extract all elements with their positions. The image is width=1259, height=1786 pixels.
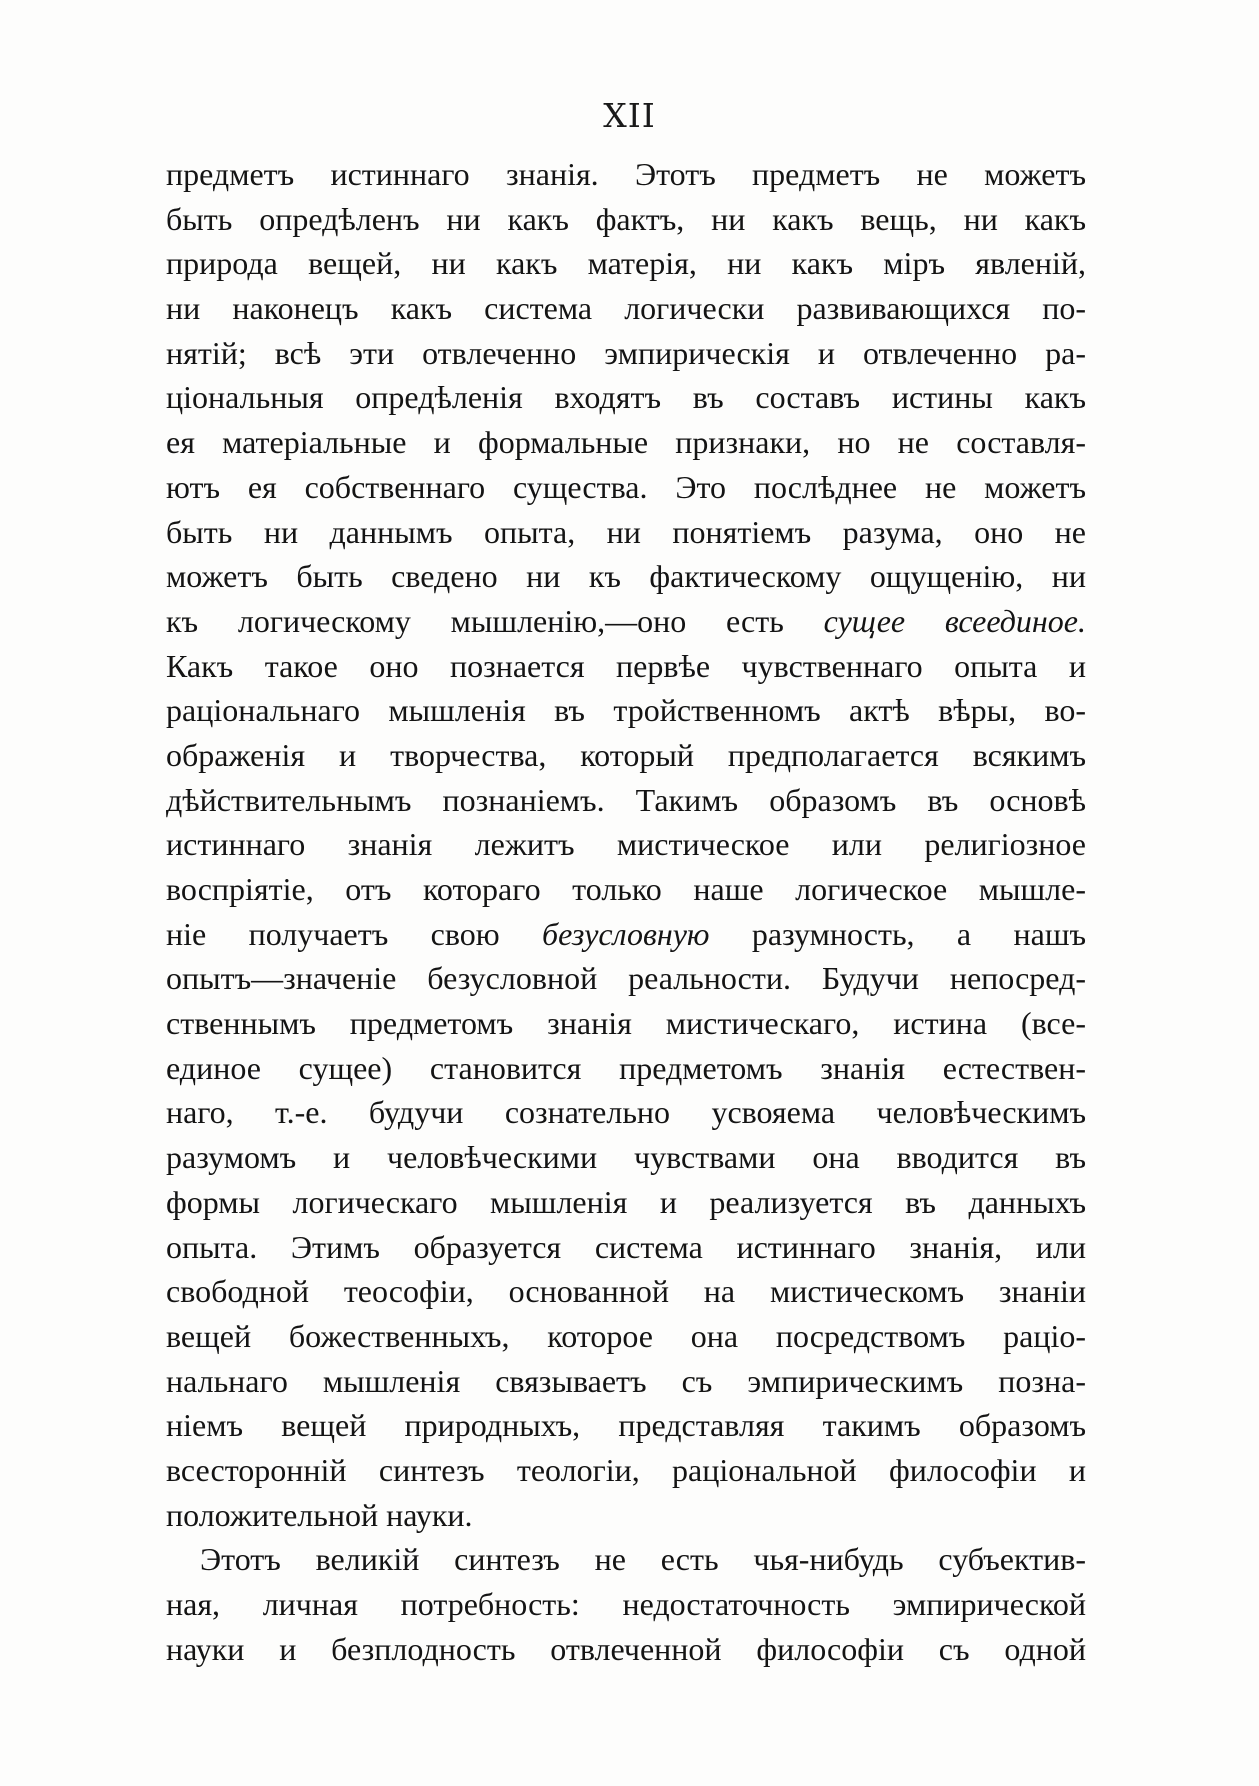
page-number: XII [603, 96, 656, 135]
text-line: вещей божественныхъ, которое она посредствомъ раціо- [166, 1317, 1086, 1354]
text-line: ютъ ея собственнаго существа. Это послѣднее не можетъ [166, 468, 1086, 505]
text-segment: ніе получаетъ свою [166, 915, 543, 952]
text-line: формы логическаго мышленія и реализуется въ данныхъ [166, 1183, 1086, 1220]
text-line: единое сущее) становится предметомъ знанія естествен- [166, 1049, 1086, 1086]
text-line: ная, личная потребность: недостаточность эмпирической [166, 1586, 1086, 1622]
text-line: ея матеріальные и формальные признаки, но не составля- [166, 424, 1086, 461]
paragraph-2 [166, 1537, 1086, 1671]
text-line: быть опредѣленъ ни какъ фактъ, ни какъ вещь, ни какъ [166, 200, 1086, 237]
text-line: природа вещей, ни какъ матерія, ни какъ міръ явленій, [166, 245, 1086, 282]
text-line: всесторонній синтезъ теологіи, раціональной философіи и [166, 1451, 1086, 1488]
text-line: воспріятіе, отъ котораго только наше логическое мышле- [166, 871, 1086, 907]
text-line: разумомъ и человѣческими чувствами она вводится въ [166, 1139, 1086, 1176]
text-line: ни наконецъ какъ система логически развивающихся по- [166, 290, 1086, 327]
body-text [166, 152, 1086, 1671]
text-segment: къ логическому мышленію,—оно есть [166, 602, 824, 639]
text-line: ціональныя опредѣленія входятъ въ составъ истины какъ [166, 379, 1086, 416]
text-line: опытъ—значеніе безусловной реальности. Будучи непосред- [166, 960, 1086, 997]
text-segment: разумность, а нашъ [709, 915, 1086, 952]
paragraph-1 [166, 152, 1086, 1537]
text-line: ображенія и творчества, который предполагается всякимъ [166, 736, 1086, 773]
text-line: истиннаго знанія лежитъ мистическое или религіозное [166, 826, 1086, 863]
text-line: быть ни даннымъ опыта, ни понятіемъ разума, оно не [166, 513, 1086, 550]
text-line: можетъ быть сведено ни къ фактическому ощущенію, ни [166, 558, 1086, 595]
italic-phrase: безусловную [542, 915, 710, 952]
text-line: дѣйствительнымъ познаніемъ. Такимъ образомъ въ основѣ [166, 781, 1086, 818]
text-line: опыта. Этимъ образуется система истиннаго знанія, или [166, 1228, 1086, 1265]
text-line: предметъ истиннаго знанія. Этотъ предметъ не можетъ [166, 156, 1086, 192]
text-line: ніемъ вещей природныхъ, представляя такимъ образомъ [166, 1407, 1086, 1444]
text-line-with-italic [166, 599, 1086, 644]
text-line: нятій; всѣ эти отвлеченно эмпирическія и отвлеченно ра- [166, 334, 1086, 371]
text-line: науки и безплодность отвлеченной философіи съ одной [166, 1630, 1086, 1667]
text-line: Этотъ великій синтезъ не есть чья-нибудь субъектив- [200, 1541, 1086, 1578]
text-line: нальнаго мышленія связываетъ съ эмпирическимъ позна- [166, 1362, 1086, 1399]
text-line: раціональнаго мышленія въ тройственномъ актѣ вѣры, во- [166, 692, 1086, 729]
italic-phrase: сущее всеединое. [823, 602, 1086, 639]
text-line: свободной теософіи, основанной на мистическомъ знаніи [166, 1273, 1086, 1310]
text-line: положительной науки. [166, 1496, 473, 1533]
text-line: ственнымъ предметомъ знанія мистическаго, истина (все- [166, 1005, 1086, 1042]
text-line-with-italic [166, 912, 1086, 957]
text-line: Какъ такое оно познается первѣе чувственнаго опыта и [166, 647, 1086, 684]
text-line: наго, т.-е. будучи сознательно усвояема человѣческимъ [166, 1094, 1086, 1131]
